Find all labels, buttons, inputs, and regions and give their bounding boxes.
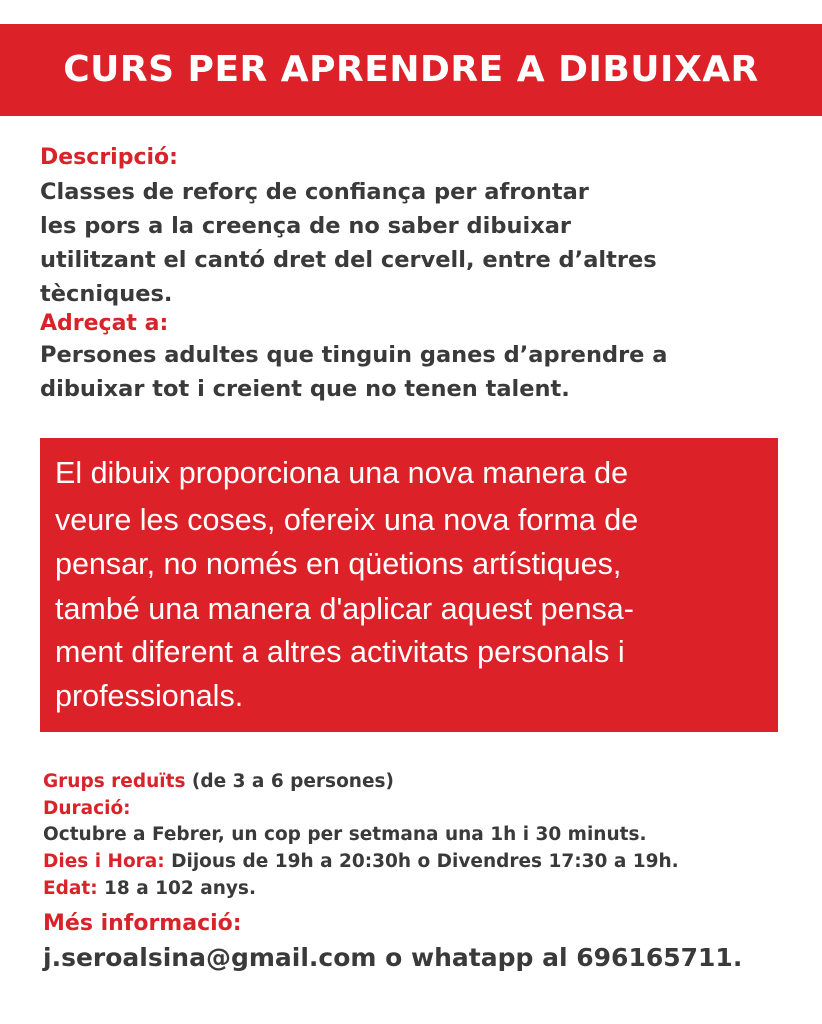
groups-label: Grups reduïts <box>43 771 186 792</box>
groups-value: (de 3 a 6 persones) <box>185 771 394 792</box>
description-line: les pors a la creença de no saber dibuixar <box>40 213 571 239</box>
schedule-label: Dies i Hora: <box>43 851 165 872</box>
description-line: Classes de reforç de confiança per afrontar <box>40 179 589 205</box>
audience-line: dibuixar tot i creient que no tenen talent. <box>40 376 570 402</box>
description-line: tècniques. <box>40 281 173 307</box>
duration-value-row <box>43 823 647 847</box>
quote-line: també una manera d'aplicar aquest pensa- <box>55 592 634 626</box>
age-label: Edat: <box>43 878 98 899</box>
description-text <box>40 175 800 311</box>
quote-line: ment diferent a altres activitats personals i <box>55 635 625 669</box>
quote-line: pensar, no només en qüetions artístiques, <box>55 547 622 581</box>
audience-text <box>40 338 800 406</box>
more-info-label: Més informació: <box>43 911 242 936</box>
contact-info[interactable]: j.seroalsina@gmail.com o whatapp al 696165711. <box>43 943 743 972</box>
duration-value: Octubre a Febrer, un cop per setmana una 1h i 30 minuts. <box>43 824 647 845</box>
duration-label: Duració: <box>43 798 131 819</box>
schedule-value: Dijous de 19h a 20:30h o Divendres 17:30 a 19h. <box>164 851 679 872</box>
duration-row <box>43 797 131 821</box>
audience-label: Adreçat a: <box>40 311 169 336</box>
age-row <box>43 877 256 901</box>
page-title: CURS PER APRENDRE A DIBUIXAR <box>63 49 759 90</box>
quote-line: El dibuix proporciona una nova manera de <box>55 456 629 490</box>
audience-line: Persones adultes que tinguin ganes d’aprendre a <box>40 342 668 368</box>
quote-line: veure les coses, ofereix una nova forma de <box>55 503 639 537</box>
description-label: Descripció: <box>40 145 178 170</box>
quote-line: professionals. <box>55 679 244 713</box>
schedule-row <box>43 850 679 874</box>
description-line: utilitzant el cantó dret del cervell, entre d’altres <box>40 247 657 273</box>
age-value: 18 a 102 anys. <box>97 878 256 899</box>
groups-row <box>43 770 394 794</box>
